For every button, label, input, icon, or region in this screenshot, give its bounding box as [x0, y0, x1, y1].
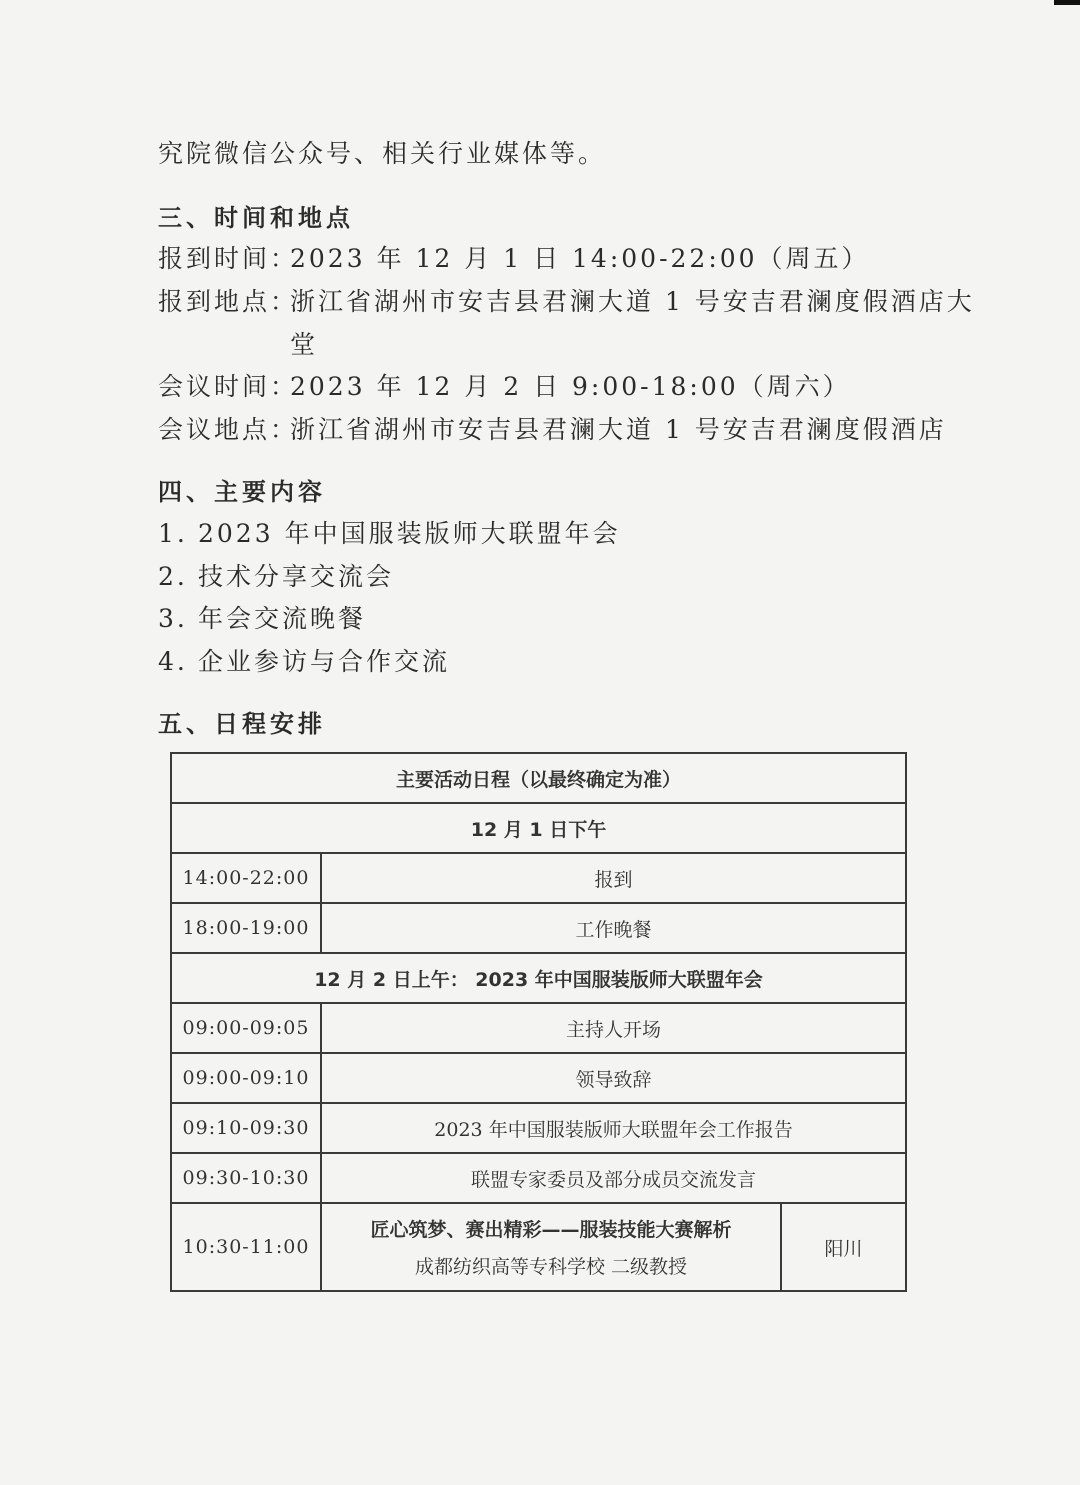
content-item-text: 技术分享交流会 [198, 562, 395, 591]
talk-cell [321, 1203, 781, 1291]
talk-row [171, 1203, 906, 1291]
checkin-place-continuation: 堂 [290, 330, 319, 359]
schedule-table [170, 752, 907, 1292]
event-cell: 2023 年中国服装版师大联盟年会工作报告 [321, 1103, 906, 1153]
intro-tail-text: 究院微信公众号、相关行业媒体等。 [158, 139, 607, 168]
checkin-place-value: 浙江省湖州市安吉县君澜大道 1 号安吉君澜度假酒店大 [290, 287, 975, 316]
day2-header-row [171, 953, 906, 1003]
talk-organization: 成都纺织高等专科学校 二级教授 [414, 1256, 688, 1278]
content-item-number: 3. [158, 604, 188, 633]
talk-title: 匠心筑梦、赛出精彩——服装技能大赛解析 [370, 1219, 732, 1241]
content-item-number: 2. [158, 562, 188, 591]
time-cell: 09:00-09:05 [171, 1003, 321, 1053]
meeting-place-label: 会议地点： [158, 415, 299, 444]
event-cell: 领导致辞 [321, 1053, 906, 1103]
section4-heading: 四、主要内容 [158, 478, 326, 506]
table-row [171, 1003, 906, 1053]
content-item [158, 557, 394, 593]
event-cell: 联盟专家委员及部分成员交流发言 [321, 1153, 906, 1203]
content-item-text: 年会交流晚餐 [198, 604, 367, 633]
content-item-text: 企业参访与合作交流 [198, 647, 451, 676]
checkin-time-label: 报到时间： [158, 244, 299, 273]
content-item-number: 1. [158, 519, 188, 548]
event-cell: 报到 [321, 853, 906, 903]
scan-corner-mark [1054, 0, 1080, 5]
table-caption-row [171, 753, 906, 803]
checkin-time-value: 2023 年 12 月 1 日 14:00-22:00（周五） [290, 244, 870, 273]
meeting-place-row [158, 410, 947, 446]
time-cell: 14:00-22:00 [171, 853, 321, 903]
event-cell: 主持人开场 [321, 1003, 906, 1053]
time-cell: 10:30-11:00 [171, 1203, 321, 1291]
meeting-time-value: 2023 年 12 月 2 日 9:00-18:00（周六） [290, 372, 851, 401]
checkin-time-row [158, 239, 870, 275]
table-row [171, 1103, 906, 1153]
time-cell: 09:10-09:30 [171, 1103, 321, 1153]
checkin-place-label: 报到地点： [158, 287, 299, 316]
content-item-number: 4. [158, 647, 188, 676]
table-row [171, 1053, 906, 1103]
speaker-cell: 阳川 [781, 1203, 906, 1291]
checkin-place-row [158, 282, 975, 318]
content-item [158, 599, 366, 635]
meeting-time-row [158, 367, 851, 403]
time-cell: 09:30-10:30 [171, 1153, 321, 1203]
table-row [171, 903, 906, 953]
day2-header: 12 月 2 日上午： 2023 年中国服装版师大联盟年会 [171, 953, 906, 1003]
content-item [158, 514, 621, 550]
day1-header: 12 月 1 日下午 [171, 803, 906, 853]
meeting-time-label: 会议时间： [158, 372, 299, 401]
meeting-place-value: 浙江省湖州市安吉县君澜大道 1 号安吉君澜度假酒店 [290, 415, 947, 444]
time-cell: 18:00-19:00 [171, 903, 321, 953]
time-cell: 09:00-09:10 [171, 1053, 321, 1103]
section5-heading: 五、日程安排 [158, 710, 326, 738]
day1-header-row [171, 803, 906, 853]
section3-heading: 三、时间和地点 [158, 204, 354, 232]
event-cell: 工作晚餐 [321, 903, 906, 953]
table-row [171, 853, 906, 903]
content-item-text: 2023 年中国服装版师大联盟年会 [198, 519, 621, 548]
content-item [158, 642, 450, 678]
table-row [171, 1153, 906, 1203]
table-caption: 主要活动日程（以最终确定为准） [171, 753, 906, 803]
